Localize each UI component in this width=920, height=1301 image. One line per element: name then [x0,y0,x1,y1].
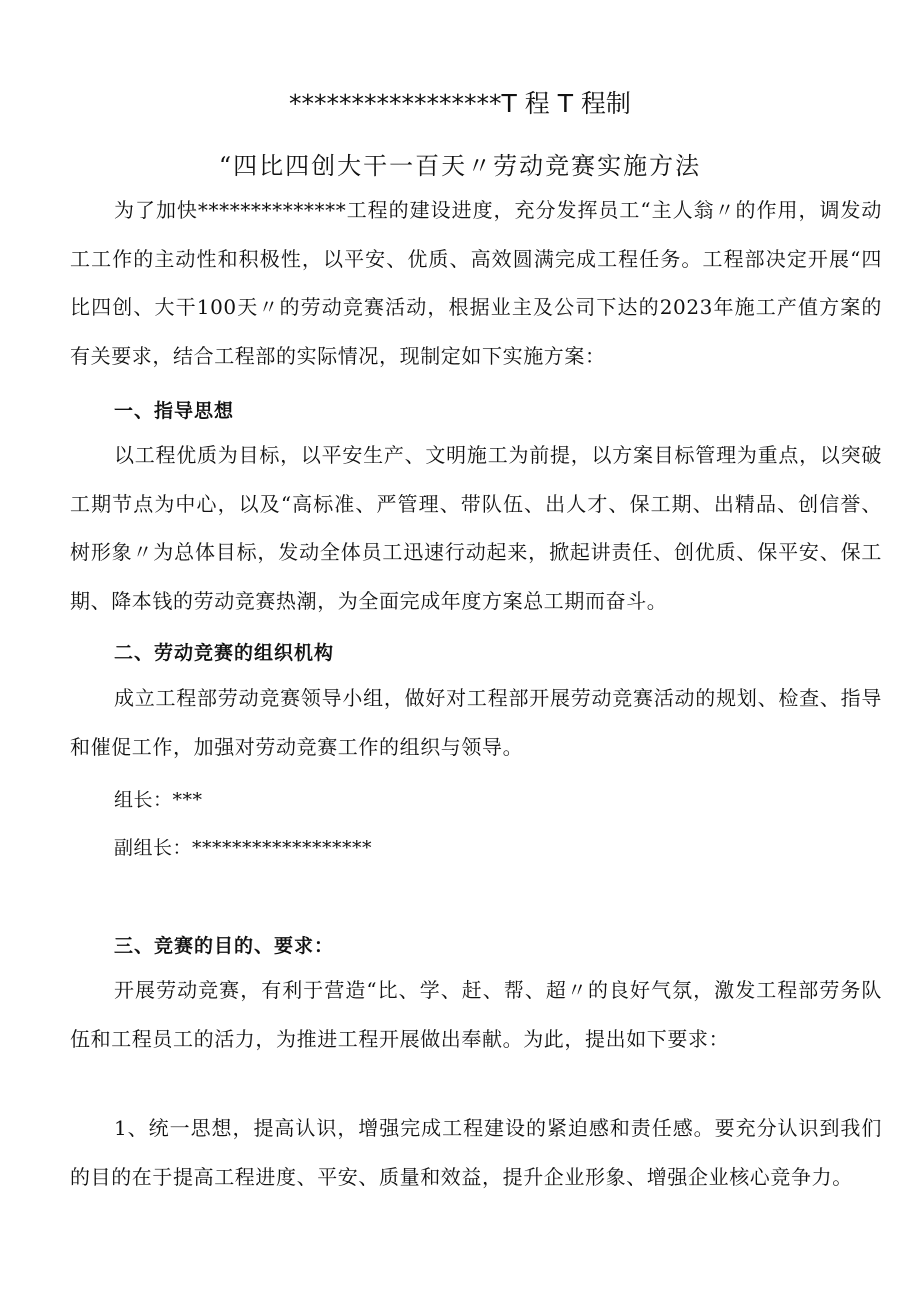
document-title-line1: *****************T 程 T 程制 [289,89,631,118]
item1-paragraph: 1、统一思想，提高认识，增强完成工程建设的紧迫感和责任感。要充分认识到我们的目的在于提高工程进度、平安、质量和效益，提升企业形象、增强企业核心竞争力。 [70,1116,882,1189]
deputy-leader-line: 副组长：****************** [114,837,373,859]
document-title-line2: “四比四创大干一百天〃劳动竞赛实施方法 [218,152,702,180]
intro-paragraph: 为了加快**************工程的建设进度，充分发挥员工“主人翁〃的作用，调发动工工作的主动性和积极性，以平安、优质、高效圆满完成工程任务。工程部决定开展“四比四创、大干100天〃的劳动竞赛活动，根据业主及公司下达的2023年施工产值方案的有关要求，结合工程部的实际情况，现制定如下实施方案： [70,198,882,368]
section3-heading: 三、竞赛的目的、要求： [114,935,335,957]
section1-heading: 一、指导思想 [114,400,235,422]
section1-paragraph: 以工程优质为目标，以平安生产、文明施工为前提，以方案目标管理为重点，以突破工期节点为中心，以及“高标准、严管理、带队伍、出人才、保工期、出精品、创信誉、树形象〃为总体目标，发动全体员工迅速行动起来，掀起讲责任、创优质、保平安、保工期、降本钱的劳动竞赛热潮，为全面完成年度方案总工期而奋斗。 [70,443,882,613]
section3-paragraph: 开展劳动竞赛，有利于营造“比、学、赶、帮、超〃的良好气氛，激发工程部劳务队伍和工程员工的活力，为推进工程开展做出奉献。为此，提出如下要求： [70,978,882,1051]
section2-heading: 二、劳动竞赛的组织机构 [114,642,335,664]
section2-paragraph: 成立工程部劳动竞赛领导小组，做好对工程部开展劳动竞赛活动的规划、检查、指导和催促工作，加强对劳动竞赛工作的组织与领导。 [70,686,882,759]
leader-line: 组长：*** [114,789,203,811]
